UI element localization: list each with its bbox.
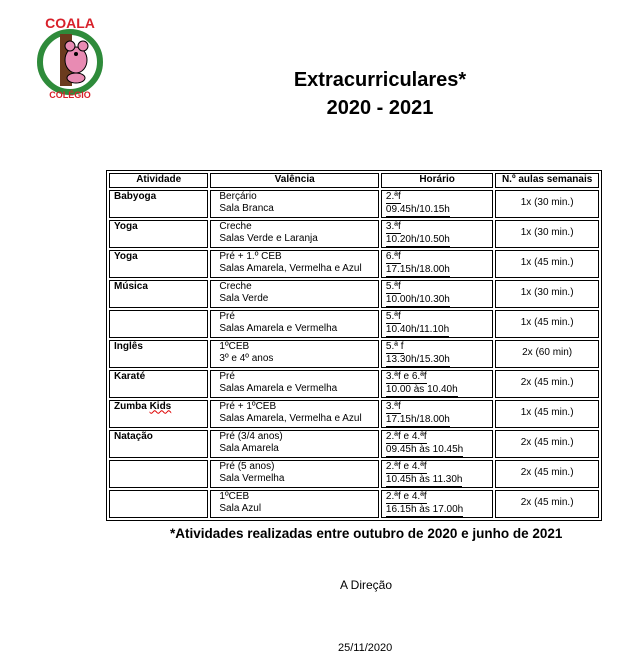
cell-horario <box>381 250 493 278</box>
horario-time: 10.20h/10.50h <box>385 233 450 245</box>
table-row <box>109 460 599 488</box>
cell-horario <box>381 340 493 368</box>
valencia-room: Salas Amarela, Vermelha e Azul <box>219 413 362 424</box>
cell-atividade <box>109 220 208 248</box>
activity-name: Zumba Kids <box>114 400 172 412</box>
cell-aulas: 2x (45 min.) <box>495 490 599 518</box>
horario-days: 6.ªf <box>385 250 401 262</box>
horario-days: 2.ªf e 4.ªf <box>385 430 427 442</box>
table-row <box>109 190 599 218</box>
cell-horario <box>381 490 493 518</box>
cell-aulas: 1x (30 min.) <box>495 190 599 218</box>
horario-days: 3.ªf e 6.ªf <box>385 370 427 382</box>
table-row <box>109 370 599 398</box>
cell-horario <box>381 310 493 338</box>
cell-horario <box>381 280 493 308</box>
activity-name: Yoga <box>114 220 138 232</box>
cell-atividade <box>109 430 208 458</box>
header-valencia: Valência <box>210 173 379 188</box>
cell-valencia <box>210 220 379 248</box>
cell-horario <box>381 190 493 218</box>
valencia-level: 1ºCEB <box>219 340 250 352</box>
horario-time: 10.00h/10.30h <box>385 293 450 305</box>
horario-time: 10.45h às 11.30h <box>385 473 463 485</box>
table-row <box>109 430 599 458</box>
horario-time: 17.15h/18.00h <box>385 413 450 425</box>
cell-horario <box>381 220 493 248</box>
valencia-room: Sala Branca <box>219 203 274 214</box>
cell-aulas: 1x (45 min.) <box>495 250 599 278</box>
header-horario: Horário <box>381 173 493 188</box>
valencia-level: Pré + 1.º CEB <box>219 250 282 262</box>
cell-valencia <box>210 250 379 278</box>
horario-days: 3.ªf <box>385 400 401 412</box>
activity-name: Babyoga <box>114 190 157 202</box>
horario-time: 17.15h/18.00h <box>385 263 450 275</box>
cell-horario <box>381 370 493 398</box>
valencia-level: 1ºCEB <box>219 490 250 502</box>
cell-valencia <box>210 460 379 488</box>
valencia-level: Pré (5 anos) <box>219 460 275 472</box>
valencia-room: Sala Vermelha <box>219 473 285 484</box>
table-row <box>109 400 599 428</box>
cell-valencia <box>210 310 379 338</box>
logo-top-text: COALA <box>45 15 95 31</box>
valencia-level: Pré <box>219 370 235 382</box>
table-row <box>109 490 599 518</box>
cell-aulas: 2x (45 min.) <box>495 460 599 488</box>
valencia-room: 3º e 4º anos <box>219 353 274 364</box>
document-date: 25/11/2020 <box>338 642 393 654</box>
cell-valencia <box>210 430 379 458</box>
valencia-room: Salas Amarela e Vermelha <box>219 323 338 334</box>
horario-time: 10.40h/11.10h <box>385 323 450 335</box>
horario-time: 10.00 às 10.40h <box>385 383 458 395</box>
page-subtitle-year: 2020 - 2021 <box>326 97 434 119</box>
horario-time: 13.30h/15.30h <box>385 353 450 365</box>
table-header-row <box>109 173 599 188</box>
valencia-room: Sala Amarela <box>219 443 279 454</box>
cell-aulas: 2x (45 min.) <box>495 370 599 398</box>
horario-days: 2.ªf e 4.ªf <box>385 460 427 472</box>
cell-atividade <box>109 460 208 488</box>
cell-aulas: 1x (30 min.) <box>495 280 599 308</box>
cell-aulas: 2x (60 min) <box>495 340 599 368</box>
table-row <box>109 340 599 368</box>
valencia-level: Berçário <box>219 190 257 202</box>
cell-horario <box>381 460 493 488</box>
valencia-level: Pré + 1ºCEB <box>219 400 277 412</box>
signature: A Direção <box>340 578 393 592</box>
cell-aulas: 2x (45 min.) <box>495 430 599 458</box>
cell-atividade <box>109 490 208 518</box>
horario-days: 2.ªf e 4.ªf <box>385 490 427 502</box>
valencia-room: Sala Verde <box>219 293 269 304</box>
cell-valencia <box>210 370 379 398</box>
valencia-level: Pré (3/4 anos) <box>219 430 283 442</box>
horario-days: 5.ªf <box>385 310 401 322</box>
cell-atividade <box>109 250 208 278</box>
valencia-room: Salas Verde e Laranja <box>219 233 318 244</box>
header-atividade: Atividade <box>109 173 208 188</box>
cell-atividade <box>109 400 208 428</box>
table-row <box>109 220 599 248</box>
activity-name: Natação <box>114 430 153 442</box>
valencia-room: Salas Amarela, Vermelha e Azul <box>219 263 362 274</box>
valencia-level: Pré <box>219 310 235 322</box>
logo-bottom-text: COLÉGIO <box>49 90 91 100</box>
valencia-level: Creche <box>219 280 252 292</box>
horario-days: 3.ªf <box>385 220 401 232</box>
activity-name: Música <box>114 280 148 292</box>
activity-name: Yoga <box>114 250 138 262</box>
cell-atividade <box>109 190 208 218</box>
valencia-room: Sala Azul <box>219 503 262 514</box>
horario-days: 5.ªf <box>385 280 401 292</box>
header-aulas: N.º aulas semanais <box>495 173 599 188</box>
cell-aulas: 1x (45 min.) <box>495 400 599 428</box>
cell-valencia <box>210 400 379 428</box>
table-row <box>109 310 599 338</box>
valencia-room: Salas Amarela e Vermelha <box>219 383 338 394</box>
cell-valencia <box>210 190 379 218</box>
cell-atividade <box>109 280 208 308</box>
cell-valencia <box>210 490 379 518</box>
activity-name: Karaté <box>114 370 146 382</box>
cell-aulas: 1x (45 min.) <box>495 310 599 338</box>
horario-days: 2.ªf <box>385 190 401 202</box>
horario-days: 5.ª f <box>385 340 404 352</box>
cell-atividade <box>109 370 208 398</box>
cell-aulas: 1x (30 min.) <box>495 220 599 248</box>
schedule-table <box>106 170 602 521</box>
table-row <box>109 280 599 308</box>
page-title: Extracurriculares* <box>293 69 467 91</box>
coala-logo <box>30 12 110 102</box>
footnote: *Atividades realizadas entre outubro de 2020 e junho de 2021 <box>170 526 563 541</box>
horario-time: 09.45h/10.15h <box>385 203 450 215</box>
horario-time: 16.15h às 17.00h <box>385 503 464 515</box>
cell-horario <box>381 430 493 458</box>
valencia-level: Creche <box>219 220 252 232</box>
activity-name: Inglês <box>114 340 143 352</box>
cell-valencia <box>210 340 379 368</box>
table-row <box>109 250 599 278</box>
cell-atividade <box>109 310 208 338</box>
horario-time: 09.45h às 10.45h <box>385 443 464 455</box>
cell-horario <box>381 400 493 428</box>
cell-atividade <box>109 340 208 368</box>
cell-valencia <box>210 280 379 308</box>
